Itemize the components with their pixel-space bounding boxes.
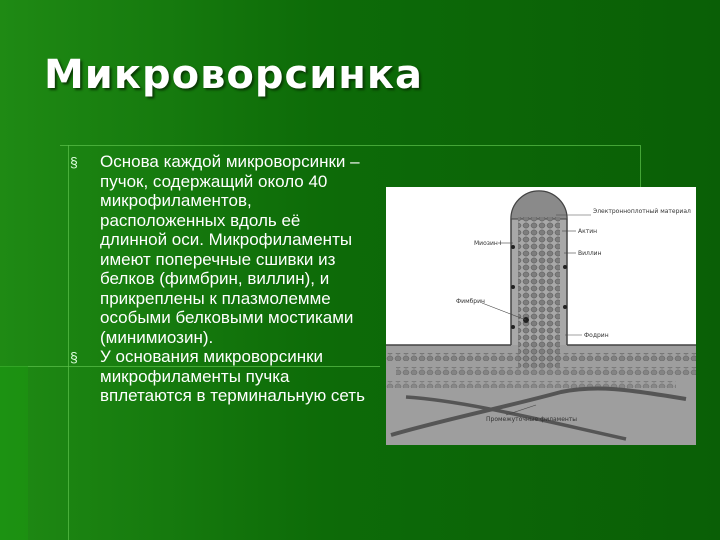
terminal-web-1: [386, 353, 696, 361]
label-filaments: Промежуточные филаменты: [486, 416, 578, 423]
bullet-marker: §: [70, 154, 78, 170]
deco-block-left: [0, 366, 28, 540]
microvillus-illustration: [386, 187, 696, 445]
bullet-text-1: Основа каждой микроворсинки – пучок, содержащий около 40 микрофиламентов, расположенных вдоль её длинной оси. Микрофиламенты имеют поперечные сшивки из белков (фимбрин, виллин), и прикреплены к плазмолемме особыми белковыми мостиками (минимиозин).: [100, 152, 360, 347]
deco-line-left: [68, 145, 69, 540]
bullet-list: [70, 152, 370, 406]
bullet-text-2: У основания микроворсинки микрофиламенты пучка вплетаются в терминальную сеть: [100, 347, 365, 405]
label-myosin: Миозин I: [474, 240, 502, 247]
deco-line-top: [60, 145, 640, 146]
label-fimbrin: Фимбрин: [456, 298, 485, 305]
label-villin: Виллин: [578, 250, 602, 257]
terminal-web-2: [396, 367, 696, 375]
terminal-web-3: [386, 381, 676, 388]
bullet-item-1: [70, 152, 370, 347]
label-dense-material: Электронноплотный материал: [593, 208, 691, 215]
slide-title: Микроворсинка: [44, 52, 424, 98]
actin-bundle: [518, 217, 560, 367]
label-actin: Актин: [578, 228, 598, 235]
label-fodrin: Фодрин: [584, 332, 609, 339]
bullet-marker: §: [70, 349, 78, 365]
microvillus-diagram: [386, 187, 696, 445]
bullet-item-2: [70, 347, 370, 406]
